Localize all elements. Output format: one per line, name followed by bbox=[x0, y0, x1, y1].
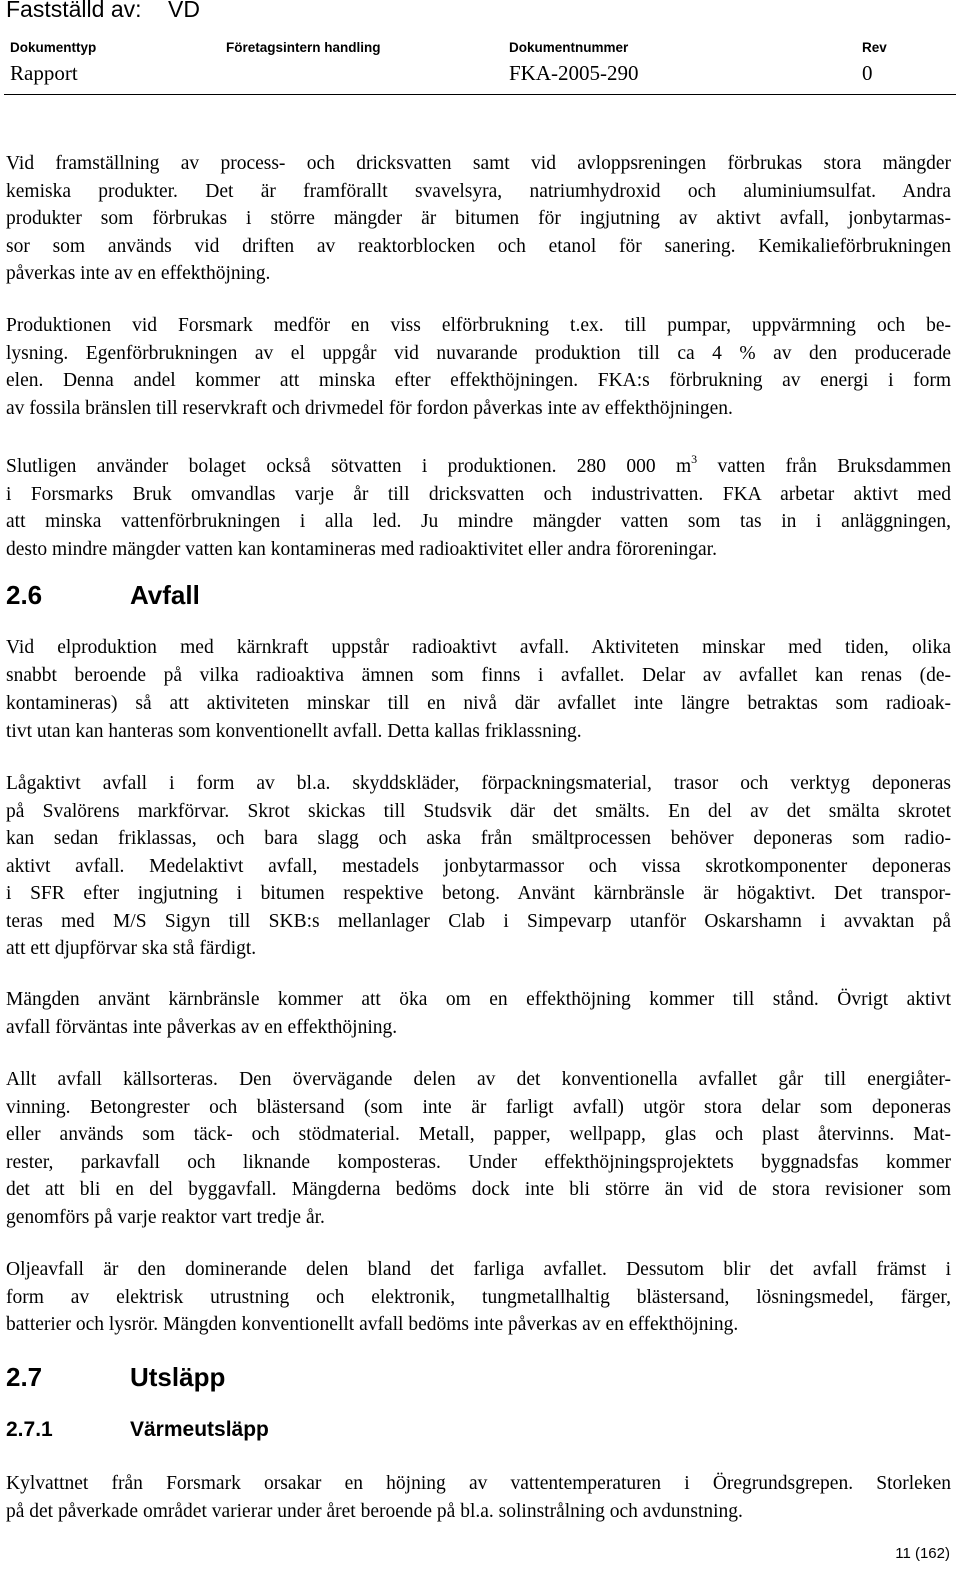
section-title: Utsläpp bbox=[130, 1362, 226, 1392]
paragraph-radioactive-waste bbox=[6, 634, 951, 746]
section-title: Avfall bbox=[130, 580, 200, 610]
text-line: elen. Denna andel kommer att minska efter effekthöjningen. FKA:s förbrukning av energi i form bbox=[6, 370, 951, 391]
text-line: Vid elproduktion med kärnkraft uppstår radioaktivt avfall. Aktiviteten minskar med tiden, olika bbox=[6, 637, 951, 658]
page-number: 11 (162) bbox=[895, 1545, 950, 1562]
text-line: av fossila bränslen till reservkraft och drivmedel för fordon påverkas inte av effekthöjningen. bbox=[6, 397, 733, 419]
text-line: Slutligen använder bolaget också sötvatten i produktionen. 280 000 $m^3$ vatten från Bruksdammen bbox=[6, 452, 951, 477]
paragraph-sorting bbox=[6, 1066, 951, 1231]
text-line: aktivt avfall. Medelaktivt avfall, mestadels jonbytarmassor och vissa skrotkomponenter deponeras bbox=[6, 855, 951, 877]
text-line: Kylvattnet från Forsmark orsakar en höjning av vattentemperaturen i Öregrundsgrepen. Storleken bbox=[6, 1473, 951, 1494]
text-line: kontamineras) så att aktiviteten minskar till en nivå där avfallet inte längre betraktas som radioak- bbox=[6, 693, 951, 714]
text-line: Allt avfall källsorteras. Den övervägande delen av det konventionella avfallet går till energiåter- bbox=[6, 1069, 951, 1090]
section-number: 2.7.1 bbox=[6, 1418, 53, 1441]
text-line: i Forsmarks Bruk omvandlas varje år till dricksvatten och industrivatten. FKA arbetar aktivt med bbox=[6, 483, 951, 505]
subsection-heading-heat bbox=[6, 1418, 269, 1442]
text-line: Produktionen vid Forsmark medför en viss elförbrukning t.ex. till pumpar, uppvärmning och be- bbox=[6, 315, 951, 336]
rev-value: 0 bbox=[862, 61, 873, 85]
text-line: det att bli en del byggavfall. Mängderna bedöms dock inte bli större än vid de stora revisioner som bbox=[6, 1179, 951, 1200]
paragraph-oil-waste bbox=[6, 1256, 951, 1339]
text-line: Vid framställning av process- och dricksvatten samt vid avloppsreningen förbrukas stora mängder bbox=[6, 153, 951, 174]
approved-by-label: Fastställd av: bbox=[6, 0, 142, 22]
text-line: påverkas inte av en effekthöjning. bbox=[6, 263, 271, 284]
text-line: kemiska produkter. Det är framförallt svavelsyra, natriumhydroxid och aluminiumsulfat. Andra bbox=[6, 180, 951, 202]
text-line: eller används som täck- och stödmaterial. Metall, papper, wellpapp, glas och plast återvinns. Mat- bbox=[6, 1124, 951, 1145]
paragraph-electricity bbox=[6, 312, 951, 422]
text-line: avfall förväntas inte påverkas av en effekthöjning. bbox=[6, 1016, 398, 1038]
section-heading-emissions bbox=[6, 1362, 225, 1393]
paragraph-spent-fuel bbox=[6, 986, 951, 1041]
text-line: snabbt beroende på vilka radioaktiva ämnen som finns i avfallet. Delar av avfallet kan renas (de- bbox=[6, 665, 951, 686]
text-line: att ett djupförvar ska stå färdigt. bbox=[6, 938, 257, 959]
text-line: tivt utan kan hanteras som konventionellt avfall. Detta kallas friklassning. bbox=[6, 721, 582, 742]
text-line: sor som används vid driften av reaktorblocken och etanol för sanering. Kemikalieförbrukningen bbox=[6, 235, 951, 257]
superscript: 3 bbox=[691, 452, 698, 466]
text-line: genomförs på varje reaktor vart tredje år. bbox=[6, 1206, 325, 1228]
text-line: kan sedan friklassas, och bara slagg och aska från smältprocessen behöver deponeras som radio- bbox=[6, 828, 951, 849]
text-line: Lågaktivt avfall i form av bl.a. skyddskläder, förpackningsmaterial, trasor och verktyg deponeras bbox=[6, 773, 951, 794]
section-number: 2.7 bbox=[6, 1362, 43, 1392]
text-line: batterier och lysrör. Mängden konventionellt avfall bedöms inte påverkas av en effekthöjning. bbox=[6, 1314, 739, 1335]
text-line: Oljeavfall är den dominerande delen bland det farliga avfallet. Dessutom blir det avfall främst i bbox=[6, 1259, 951, 1280]
paragraph-water bbox=[6, 446, 951, 563]
text-line: teras med M/S Sigyn till SKB:s mellanlager Clab i Simpevarp utanför Oskarshamn i avvaktan på bbox=[6, 910, 951, 932]
text-line: vinning. Betongrester och blästersand (som inte är farligt avfall) utgör stora delar som deponeras bbox=[6, 1096, 951, 1118]
text-line: i SFR efter ingjutning i bitumen respektive betong. Använt kärnbränsle är högaktivt. Det transpor- bbox=[6, 883, 951, 904]
paragraph-cooling-water bbox=[6, 1470, 951, 1525]
doc-number-label: Dokumentnummer bbox=[509, 40, 629, 55]
section-heading-waste bbox=[6, 580, 200, 611]
doc-type-label: Dokumenttyp bbox=[10, 40, 97, 55]
internal-label: Företagsintern handling bbox=[226, 40, 381, 55]
text-line: att minska vattenförbrukningen i alla led. Ju mindre mängder vatten som tas in i anläggningen, bbox=[6, 511, 951, 532]
approved-by-value: VD bbox=[168, 0, 200, 22]
text-line: rester, parkavfall och liknande komposteras. Under effekthöjningsprojektets byggnadsfas kommer bbox=[6, 1151, 951, 1173]
paragraph-low-level-waste bbox=[6, 770, 951, 963]
text-line: på Svalörens markförvar. Skrot skickas till Studsvik där det smälts. En del av det smälta skrotet bbox=[6, 800, 951, 822]
text-line: Mängden använt kärnbränsle kommer att öka om en effekthöjning kommer till stånd. Övrigt aktivt bbox=[6, 989, 951, 1010]
paragraph-chemicals bbox=[6, 150, 951, 288]
text-line: lysning. Egenförbrukningen av el uppgår vid nuvarande produktion till ca 4 % av den producerade bbox=[6, 342, 951, 364]
doc-number-value: FKA-2005-290 bbox=[509, 61, 639, 85]
header-rule bbox=[4, 94, 956, 95]
text-line: produkter som förbrukas i större mängder är bitumen för ingjutning av aktivt avfall, jonbytarmas- bbox=[6, 208, 951, 229]
rev-label: Rev bbox=[862, 40, 887, 55]
section-title: Värmeutsläpp bbox=[130, 1418, 269, 1441]
text-line: desto mindre mängder vatten kan kontamineras med radioaktivitet eller andra föroreningar. bbox=[6, 538, 717, 560]
text-line: form av elektrisk utrustning och elektronik, tungmetallhaltig blästersand, lösningsmedel, färger, bbox=[6, 1286, 951, 1308]
text-line: på det påverkade området varierar under året beroende på bl.a. solinstrålning och avdunstning. bbox=[6, 1500, 743, 1522]
section-number: 2.6 bbox=[6, 580, 43, 610]
doc-type-value: Rapport bbox=[10, 61, 78, 85]
approved-by bbox=[6, 0, 200, 23]
